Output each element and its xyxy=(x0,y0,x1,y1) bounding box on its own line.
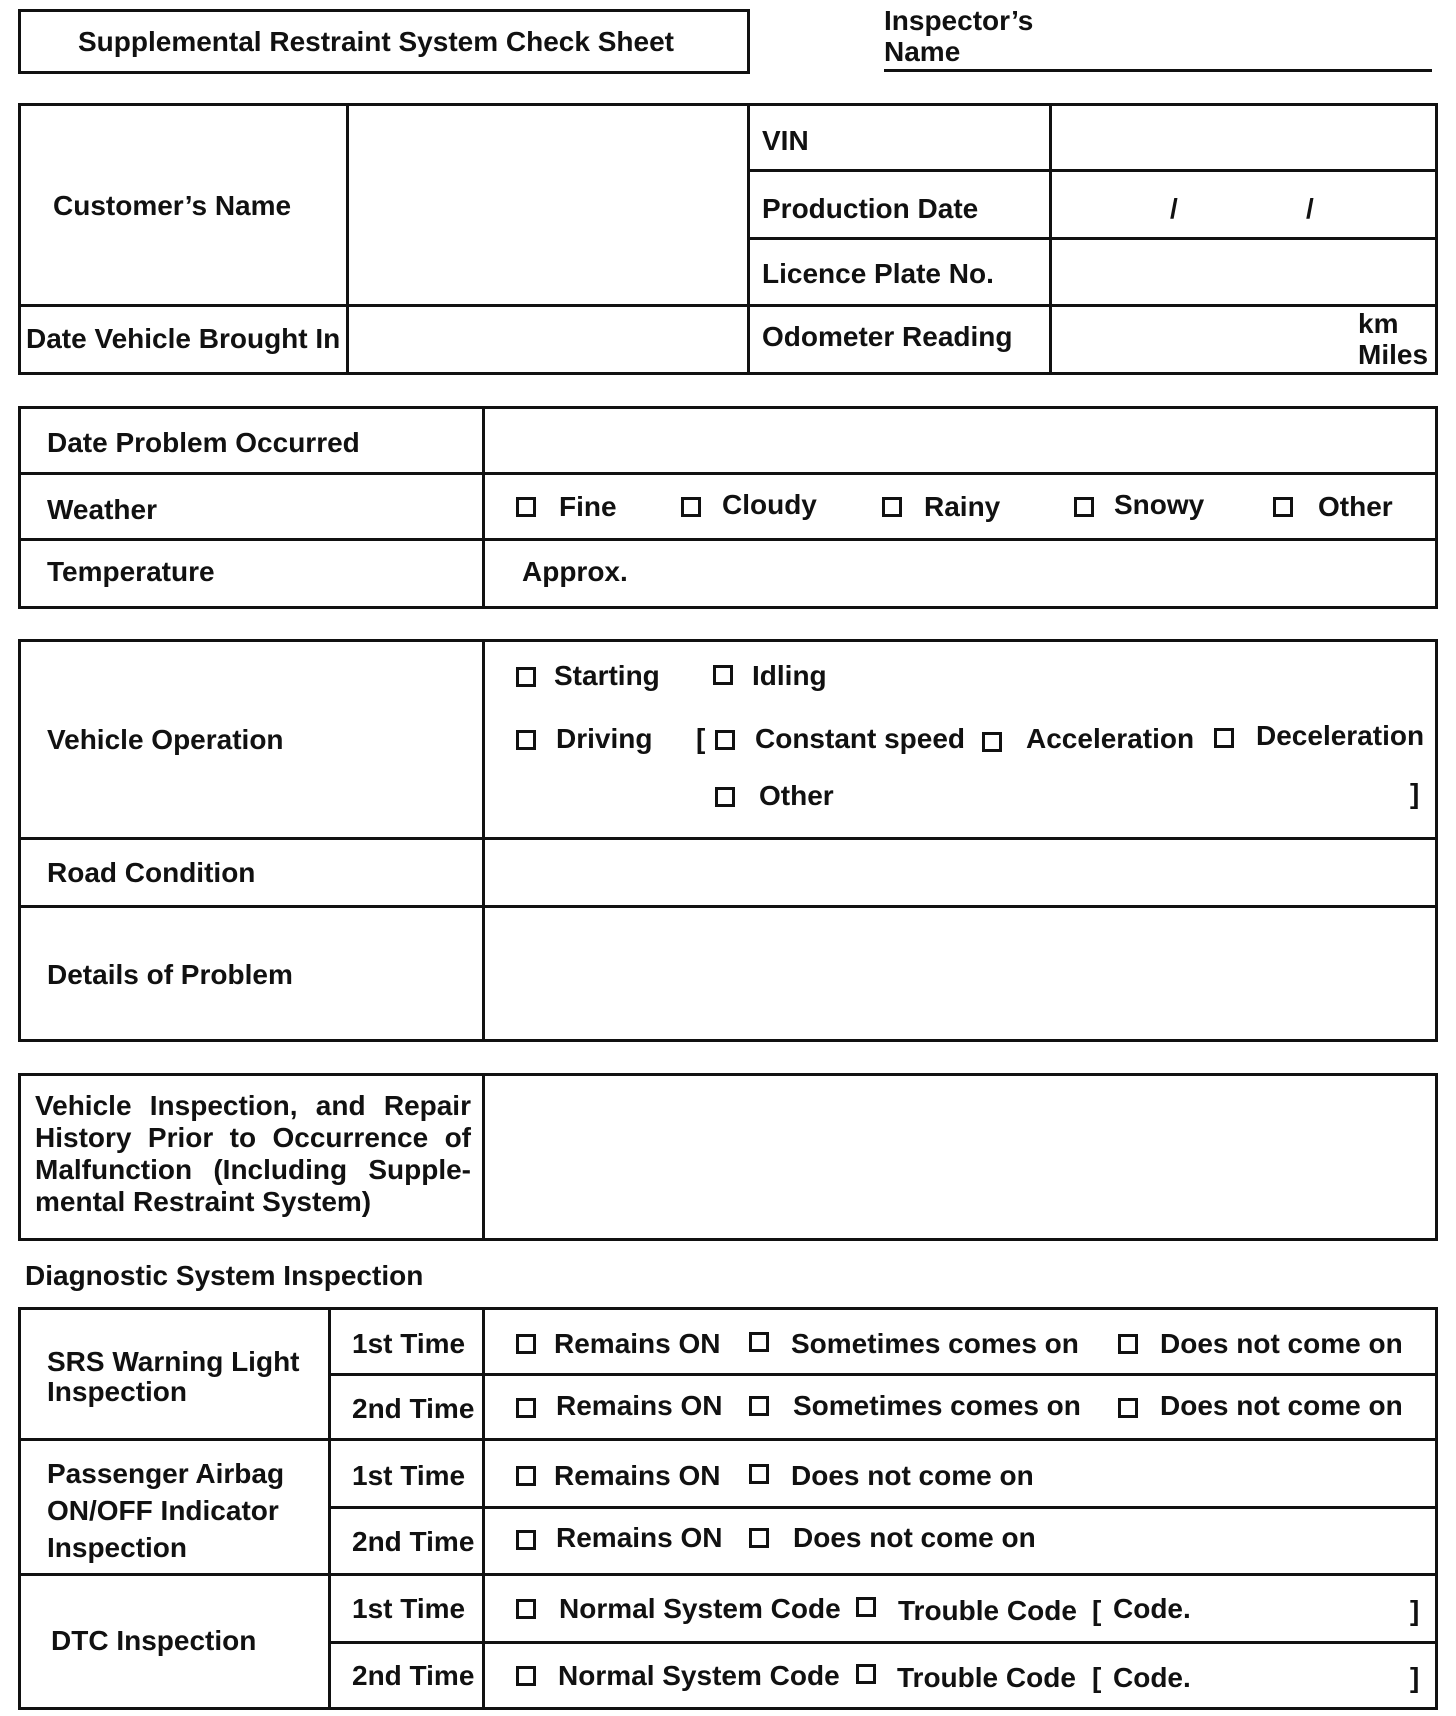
dtc-label: DTC Inspection xyxy=(51,1625,257,1656)
srs-first-does-not-label: Does not come on xyxy=(1160,1328,1403,1359)
driving-checkbox[interactable] xyxy=(516,730,536,750)
airbag-second-does-not-checkbox[interactable] xyxy=(749,1528,769,1548)
dtc-second-trouble-label: Trouble Code xyxy=(897,1662,1076,1693)
srs-second-remains-on-label: Remains ON xyxy=(556,1390,723,1421)
vin-field[interactable] xyxy=(1055,108,1435,168)
starting-label: Starting xyxy=(554,660,660,691)
airbag-first-does-not-label: Does not come on xyxy=(791,1460,1034,1491)
srs-second-remains-on-checkbox[interactable] xyxy=(516,1398,536,1418)
acceleration-checkbox[interactable] xyxy=(982,732,1002,752)
airbag-second-remains-on-label: Remains ON xyxy=(556,1522,723,1553)
idling-checkbox[interactable] xyxy=(713,665,733,685)
srs-first-does-not-checkbox[interactable] xyxy=(1118,1334,1138,1354)
acceleration-label: Acceleration xyxy=(1026,723,1195,754)
odometer-label: Odometer Reading xyxy=(762,321,1013,352)
airbag-second-remains-on-checkbox[interactable] xyxy=(516,1530,536,1550)
dtc-second-code-field[interactable] xyxy=(1200,1657,1400,1697)
airbag-first-does-not-checkbox[interactable] xyxy=(749,1464,769,1484)
vin-label: VIN xyxy=(762,125,809,156)
dtc-second-normal-label: Normal System Code xyxy=(558,1660,840,1691)
deceleration-checkbox[interactable] xyxy=(1214,728,1234,748)
dtc-first-close-bracket: ] xyxy=(1410,1595,1420,1626)
customer-name-label: Customer’s Name xyxy=(53,190,292,221)
repair-history-field[interactable] xyxy=(488,1079,1434,1237)
operation-open-bracket: [ xyxy=(696,723,706,754)
dtc-first-open-bracket: [ xyxy=(1092,1595,1102,1626)
starting-checkbox[interactable] xyxy=(516,667,536,687)
details-of-problem-field[interactable] xyxy=(488,911,1434,1039)
idling-label: Idling xyxy=(752,660,827,691)
srs-label-line2: Inspection xyxy=(47,1376,188,1407)
road-condition-field[interactable] xyxy=(488,843,1434,903)
dtc-second-open-bracket: [ xyxy=(1092,1662,1102,1693)
airbag-second-time-label: 2nd Time xyxy=(352,1526,475,1557)
vehicle-operation-label: Vehicle Operation xyxy=(47,724,284,755)
airbag-first-remains-on-checkbox[interactable] xyxy=(516,1466,536,1486)
licence-plate-label: Licence Plate No. xyxy=(762,258,994,289)
date-brought-in-field[interactable] xyxy=(352,310,744,372)
dtc-first-trouble-label: Trouble Code xyxy=(898,1595,1077,1626)
constant-speed-checkbox[interactable] xyxy=(715,730,735,750)
dtc-first-normal-checkbox[interactable] xyxy=(516,1599,536,1619)
dtc-first-time-label: 1st Time xyxy=(352,1593,466,1624)
weather-rainy-checkbox[interactable] xyxy=(882,497,902,517)
weather-snowy-checkbox[interactable] xyxy=(1074,497,1094,517)
srs-second-sometimes-label: Sometimes comes on xyxy=(793,1390,1081,1421)
odometer-unit-km: km xyxy=(1358,308,1399,339)
weather-fine-label: Fine xyxy=(559,491,617,522)
srs-label-line1: SRS Warning Light xyxy=(47,1346,300,1377)
details-of-problem-label: Details of Problem xyxy=(47,959,293,990)
temperature-label: Temperature xyxy=(47,556,215,587)
production-date-label: Production Date xyxy=(762,193,979,224)
dtc-second-close-bracket: ] xyxy=(1410,1662,1420,1693)
operation-close-bracket: ] xyxy=(1410,778,1420,809)
weather-fine-checkbox[interactable] xyxy=(516,497,536,517)
srs-second-time-label: 2nd Time xyxy=(352,1393,475,1424)
form-title: Supplemental Restraint System Check Sheet xyxy=(78,26,674,57)
airbag-label-line3: Inspection xyxy=(47,1532,188,1563)
airbag-second-does-not-label: Does not come on xyxy=(793,1522,1036,1553)
srs-first-remains-on-checkbox[interactable] xyxy=(516,1334,536,1354)
customer-name-field[interactable] xyxy=(352,108,744,302)
srs-second-does-not-checkbox[interactable] xyxy=(1118,1398,1138,1418)
date-brought-in-label: Date Vehicle Brought In xyxy=(26,323,341,354)
constant-speed-label: Constant speed xyxy=(755,723,966,754)
srs-second-sometimes-checkbox[interactable] xyxy=(749,1396,769,1416)
diagnostic-section-title: Diagnostic System Inspection xyxy=(25,1260,424,1291)
srs-first-remains-on-label: Remains ON xyxy=(554,1328,721,1359)
odometer-unit-miles: Miles xyxy=(1358,339,1429,370)
dtc-first-trouble-checkbox[interactable] xyxy=(856,1597,876,1617)
srs-first-sometimes-checkbox[interactable] xyxy=(749,1332,769,1352)
inspector-label-line2: Name xyxy=(884,36,961,67)
licence-plate-field[interactable] xyxy=(1055,243,1435,302)
dtc-first-normal-label: Normal System Code xyxy=(559,1593,841,1624)
operation-other-checkbox[interactable] xyxy=(715,787,735,807)
dtc-second-code-label: Code. xyxy=(1113,1662,1191,1693)
srs-second-does-not-label: Does not come on xyxy=(1160,1390,1403,1421)
dtc-second-trouble-checkbox[interactable] xyxy=(856,1664,876,1684)
dtc-first-code-field[interactable] xyxy=(1200,1590,1400,1630)
weather-cloudy-label: Cloudy xyxy=(722,489,817,520)
dtc-second-time-label: 2nd Time xyxy=(352,1660,475,1691)
operation-other-label: Other xyxy=(759,780,834,811)
weather-other-label: Other xyxy=(1318,491,1393,522)
production-date-separator-1: / xyxy=(1170,193,1178,224)
airbag-first-time-label: 1st Time xyxy=(352,1460,466,1491)
weather-label: Weather xyxy=(47,494,157,525)
airbag-label-line2: ON/OFF Indicator xyxy=(47,1495,279,1526)
srs-first-time-label: 1st Time xyxy=(352,1328,466,1359)
weather-snowy-label: Snowy xyxy=(1114,489,1205,520)
road-condition-label: Road Condition xyxy=(47,857,256,888)
weather-other-checkbox[interactable] xyxy=(1273,497,1293,517)
repair-history-label: Vehicle Inspection, and Repair History Prior to Occurrence of Malfunction (Including Supple-mental Restraint System) xyxy=(35,1090,471,1217)
dtc-first-code-label: Code. xyxy=(1113,1593,1191,1624)
airbag-first-remains-on-label: Remains ON xyxy=(554,1460,721,1491)
date-problem-label: Date Problem Occurred xyxy=(47,427,360,458)
driving-label: Driving xyxy=(556,723,653,754)
production-date-separator-2: / xyxy=(1306,193,1314,224)
airbag-label-line1: Passenger Airbag xyxy=(47,1458,285,1489)
inspector-name-field[interactable] xyxy=(884,69,1432,72)
deceleration-label: Deceleration xyxy=(1256,720,1425,751)
inspector-label-line1: Inspector’s xyxy=(884,5,1034,36)
temperature-approx: Approx. xyxy=(522,556,628,587)
weather-cloudy-checkbox[interactable] xyxy=(681,497,701,517)
dtc-second-normal-checkbox[interactable] xyxy=(516,1666,536,1686)
weather-rainy-label: Rainy xyxy=(924,491,1001,522)
srs-first-sometimes-label: Sometimes comes on xyxy=(791,1328,1079,1359)
